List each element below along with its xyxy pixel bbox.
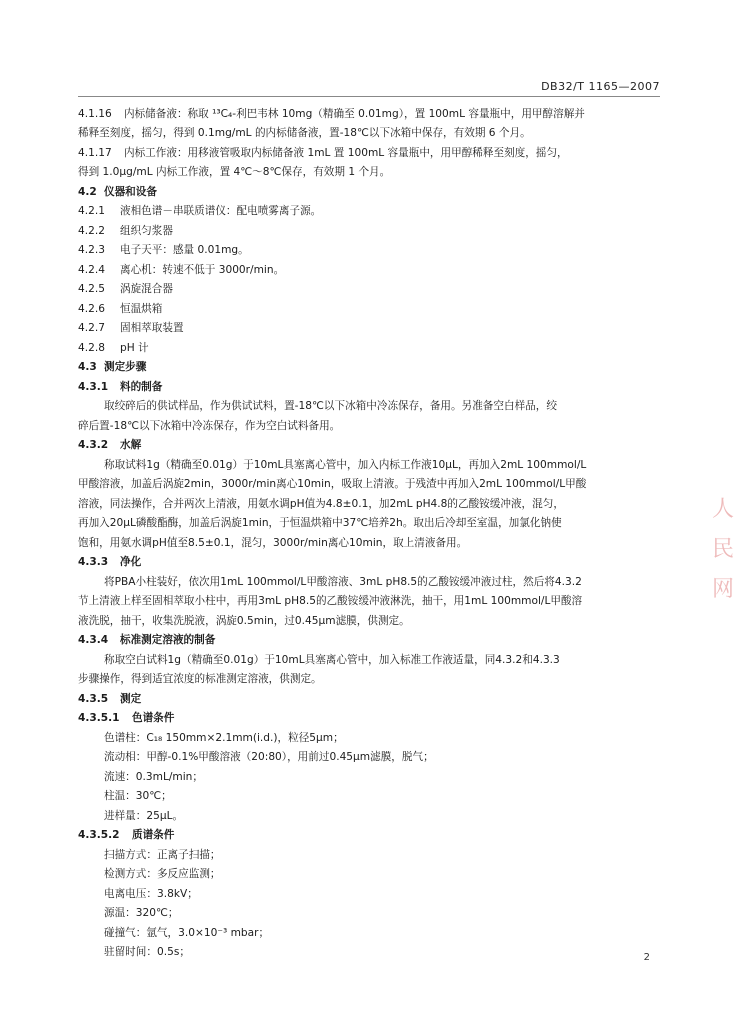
standard-code: DB32/T 1165—2007 bbox=[541, 80, 660, 93]
header-rule bbox=[78, 96, 660, 97]
watermark-stamp: 人 民 网 bbox=[711, 497, 734, 602]
page-number: 2 bbox=[643, 952, 650, 963]
document-page: DB32/T 1165—2007 4.1.16 内标储备液：称取 ¹³C₄-利巴韦林 10mg（精确至 0.01mg），置 100mL 容量瓶中，用甲醇溶解并 稀释至刻度，摇匀，得到 0.1mg/mL 的内标储备液，置-18℃以下冰箱中保存，有效期 6 个月。 4.1.17 内标工作液：用移液管吸取内标储备液 1mL 置 100mL 容量瓶中，用甲醇稀释至刻度，摇匀， 得到 1.0μg/mL 内标工作液，置 4℃～8℃保存，有效期 1 个月。 4.2 仪器和设备 4.2.1 液相色谱－串联质谱仪：配电喷雾离子源。 4.2.2 组织匀浆器 4.2.3 电子天平：感量 0.01mg。 4.2.4 离心机：转速不低于 3000r/min。 4.2.5 涡旋混合器 4.2.6 恒温烘箱 4.2.7 固相萃取装置 4.2.8 pH 计 4.3 测定步骤 4.3.1 料的制备 取绞碎后的供试样品，作为供试试料，置-18℃以下冰箱中冷冻保存，备用。另准备空白样品，绞 碎后置-18℃以下冰箱中冷冻保存，作为空白试料备用。 4.3.2 水解 称取试料1g（精确至0.01g）于10mL具塞离心管中，加入内标工作液10μL，再加入2mL 100mmol/L 甲酸溶液，加盖后涡旋2min，3000r/min离心10min，吸取上清液。于残渣中再加入2mL 100mmol/L甲酸 溶液，同法操作，合并两次上清液，用氨水调pH值为4.8±0.1，加2mL pH4.8的乙酸铵缓冲液，混匀， 再加入20μL磷酸酯酶，加盖后涡旋1min，于恒温烘箱中37℃培养2h。取出后冷却至室温，加氯化钠使 饱和，用氨水调pH值至8.5±0.1，混匀，3000r/min离心10min，取上清液备用。 4.3.3 净化 将PBA小柱装好，依次用1mL 100mmol/L甲酸溶液、3mL pH8.5的乙酸铵缓冲液过柱，然后将4.3.2 节上清液上样至固相萃取小柱中，再用3mL pH8.5的乙酸铵缓冲液淋洗，抽干，用1mL 100mmol/L甲酸溶 液洗脱，抽干，收集洗脱液，涡旋0.5min，过0.45μm滤膜，供测定。 4.3.4 标准测定溶液的制备 称取空白试料1g（精确至0.01g）于10mL具塞离心管中，加入标准工作液适量，同4.3.2和4.3.3 步骤操作，得到适宜浓度的标准测定溶液，供测定。 4.3.5 测定 4.3.5.1 色谱条件 色谱柱：C₁₈ 150mm×2.1mm(i.d.)，粒径5μm； 流动相：甲醇-0.1%甲酸溶液（20:80），用前过0.45μm滤膜，脱气； 流速：0.3mL/min； 柱温：30℃； 进样量：25μL。 4.3.5.2 质谱条件 扫描方式：正离子扫描； 检测方式：多反应监测； 电离电压：3.8kV； 源温：320℃； 碰撞气：氩气，3.0×10⁻³ mbar； 驻留时间：0.5s； 2 人 民 网 bbox=[78, 80, 734, 963]
